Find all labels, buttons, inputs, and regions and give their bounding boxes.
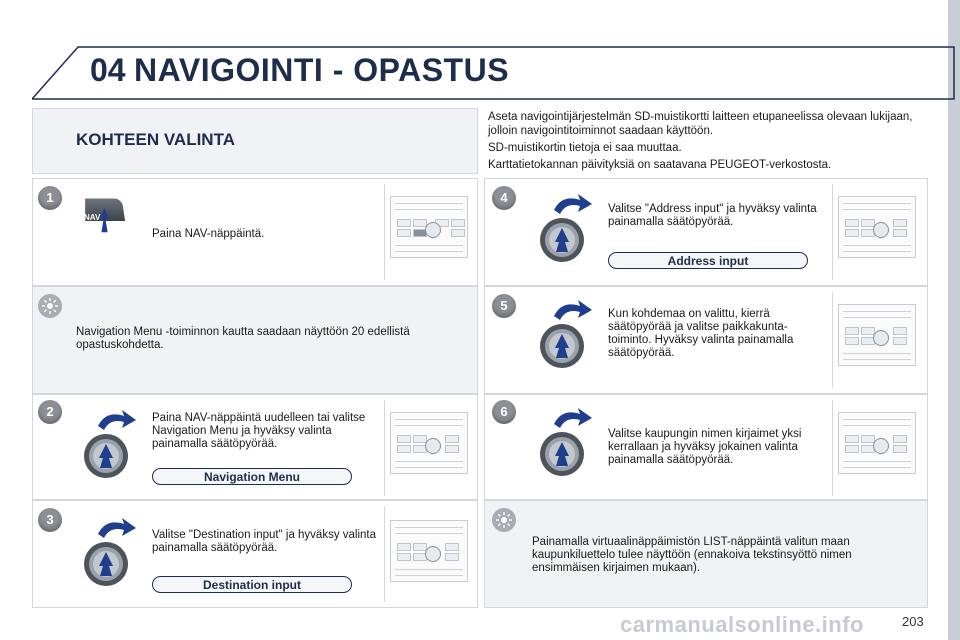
- tip-2-text: Painamalla virtuaalinäppäimistön LIST-näppäintä valitun maan kaupunkiluettelo tulee näyttöön (ennakoiva tekstinsyöttö nimen ensimmäisen kirjaimen mukaan).: [532, 536, 852, 574]
- rotary-knob-icon: [536, 192, 596, 272]
- address-input-button[interactable]: Address input: [608, 252, 808, 269]
- console-thumbnail: [838, 304, 916, 366]
- step-badge-1: 1: [38, 186, 62, 210]
- step-badge-3: 3: [38, 508, 62, 532]
- step-4-text: Valitse "Address input" ja hyväksy valinta painamalla säätöpyörää.: [608, 203, 817, 228]
- step-3-text: Valitse "Destination input" ja hyväksy valinta painamalla säätöpyörää.: [152, 529, 377, 554]
- rotary-knob-icon: [536, 406, 596, 486]
- step-1-text: Paina NAV-näppäintä.: [152, 228, 265, 240]
- step-5-text: Kun kohdemaa on valittu, kierrä säätöpyörää ja valitse paikkakunta-toiminto. Hyväksy valinta painamalla säätöpyörää.: [608, 308, 794, 359]
- console-thumbnail: [838, 196, 916, 258]
- divider: [384, 184, 385, 280]
- divider: [832, 400, 833, 496]
- rotary-knob-icon: [80, 516, 140, 596]
- console-thumbnail: [390, 520, 468, 582]
- divider: [832, 292, 833, 388]
- navigation-menu-button[interactable]: Navigation Menu: [152, 468, 352, 485]
- intro-text: [488, 110, 928, 175]
- intro-line: Karttatietokannan päivityksiä on saatavana PEUGEOT-verkostosta.: [488, 159, 832, 171]
- page-title: NAVIGOINTI - OPASTUS: [134, 52, 510, 88]
- rotary-knob-icon: [536, 298, 596, 378]
- console-thumbnail: [390, 196, 468, 258]
- step-badge-4: 4: [492, 186, 516, 210]
- step-badge-5: 5: [492, 294, 516, 318]
- nav-key-label: NAV: [84, 213, 101, 222]
- watermark: carmanualsonline.info: [620, 612, 864, 637]
- console-thumbnail: [390, 412, 468, 474]
- step-badge-2: 2: [38, 400, 62, 424]
- nav-key-icon: [72, 196, 142, 236]
- section-title: KOHTEEN VALINTA: [76, 130, 235, 149]
- tip-1-text: Navigation Menu -toiminnon kautta saadaan näyttöön 20 edellistä opastuskohdetta.: [76, 326, 410, 351]
- chapter-number: 04: [90, 52, 126, 88]
- page-number: 203: [902, 614, 924, 629]
- intro-line: Aseta navigointijärjestelmän SD-muistikortti laitteen etupaneelissa olevaan lukijaan, jolloin navigointitoiminnot saadaan käyttöön.: [488, 111, 913, 137]
- divider: [384, 506, 385, 602]
- intro-line: SD-muistikortin tietoja ei saa muuttaa.: [488, 142, 682, 154]
- divider: [832, 184, 833, 280]
- destination-input-button[interactable]: Destination input: [152, 576, 352, 593]
- step-6-text: Valitse kaupungin nimen kirjaimet yksi kerrallaan ja hyväksy jokainen valinta painamalla säätöpyörää.: [608, 428, 802, 466]
- step-badge-6: 6: [492, 400, 516, 424]
- rotary-knob-icon: [80, 408, 140, 488]
- console-thumbnail: [838, 412, 916, 474]
- step-2-text: Paina NAV-näppäintä uudelleen tai valitse Navigation Menu ja hyväksy valinta painamalla säätöpyörää.: [152, 412, 366, 450]
- tip-lightbulb-icon: [492, 508, 516, 532]
- divider: [384, 400, 385, 496]
- tip-lightbulb-icon: [38, 294, 62, 318]
